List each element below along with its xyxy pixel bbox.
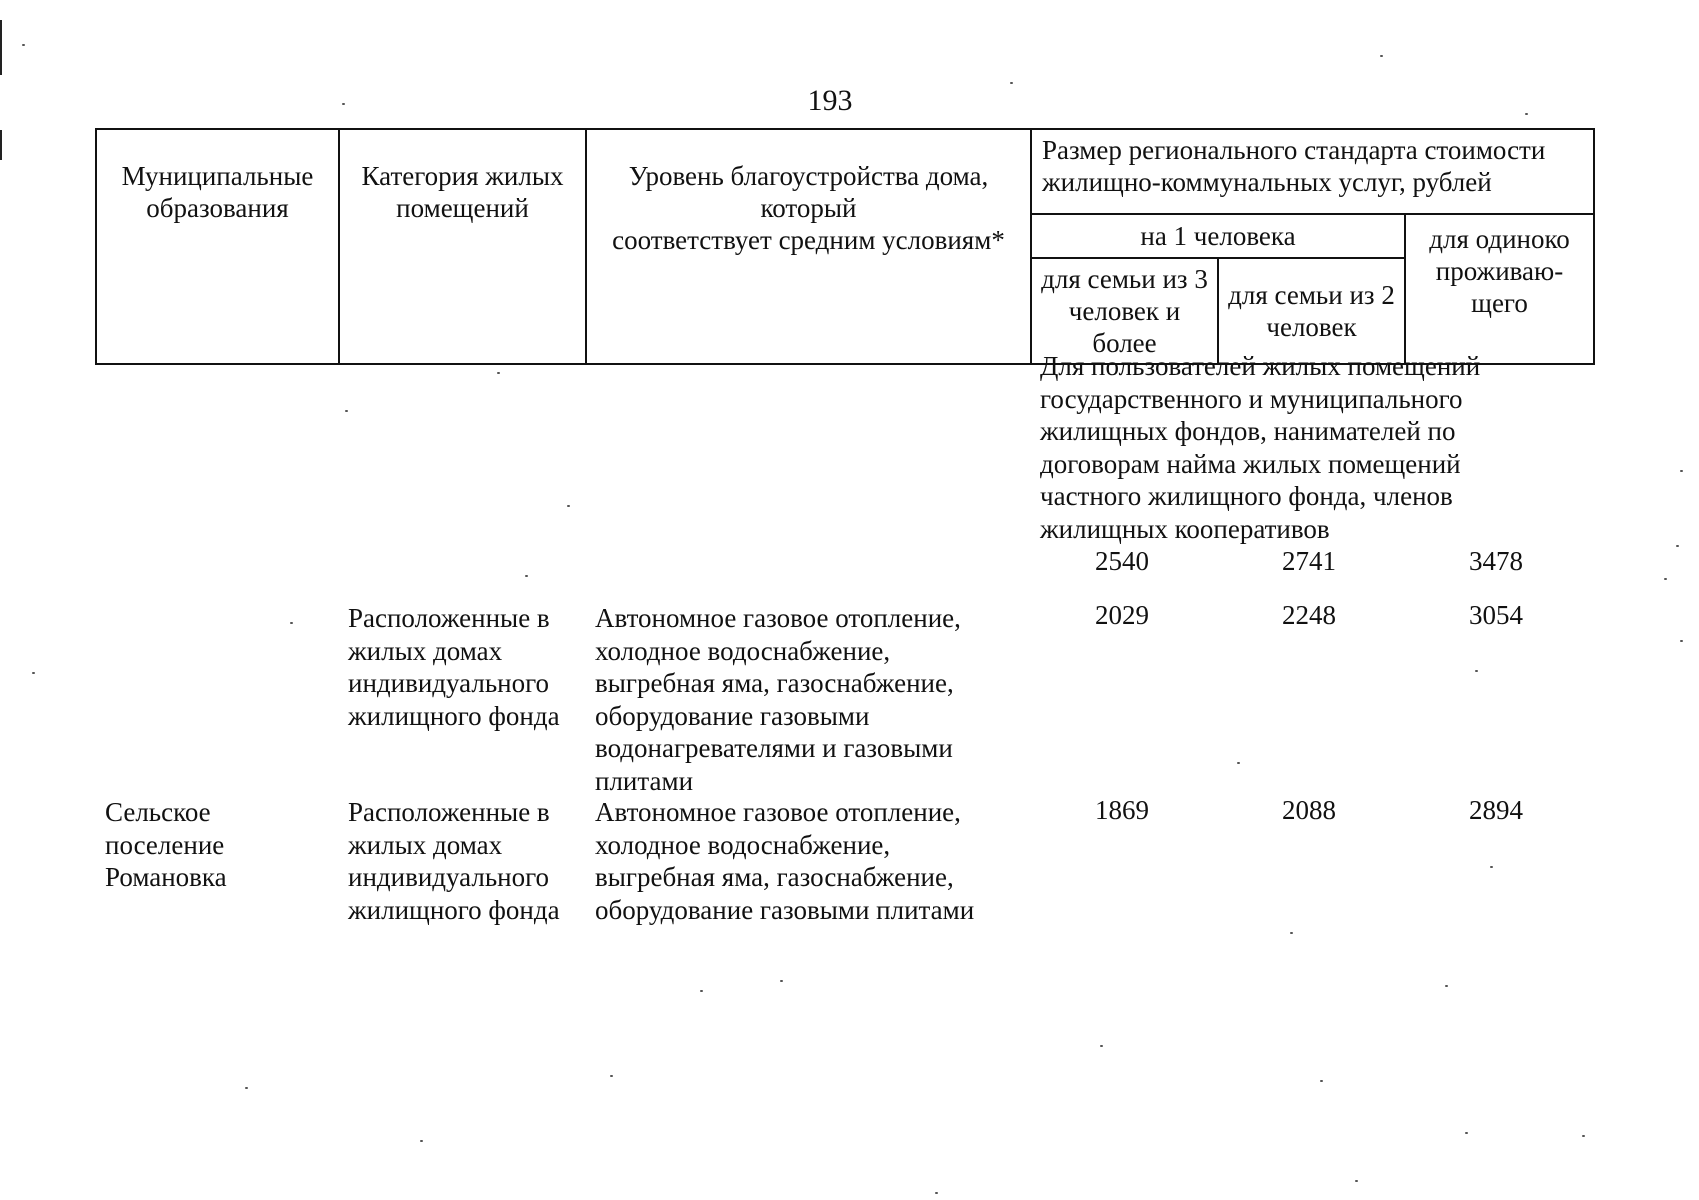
row3-level: Автономное газовое отопление, холодное водоснабжение, выгребная яма, газоснабжение, оборудование газовыми плитами [595, 797, 975, 925]
scan-speck [1676, 545, 1679, 547]
row3-municipal: Сельское поселение Романовка [105, 797, 227, 892]
scan-speck [1475, 670, 1478, 672]
row2-single-value: 3054 [1469, 600, 1523, 630]
scan-speck [935, 1192, 938, 1194]
scan-speck [1355, 1180, 1358, 1182]
page-number: 193 [807, 84, 853, 117]
row3-family3-value: 1869 [1095, 795, 1149, 825]
row1-family2-value: 2741 [1282, 546, 1336, 576]
row3-category: Расположенные в жилых домах индивидуального жилищного фонда [348, 797, 560, 925]
scan-speck [1664, 578, 1667, 580]
row3-single-value: 2894 [1469, 795, 1523, 825]
scan-speck [700, 990, 703, 992]
row1-family3-value: 2540 [1095, 546, 1149, 576]
header-family3: для семьи из 3 человек и более [1031, 258, 1218, 364]
scan-speck [1680, 470, 1683, 472]
scan-speck [290, 622, 293, 624]
header-level [586, 129, 1031, 364]
scan-speck [497, 372, 500, 374]
scan-speck [1582, 1135, 1585, 1137]
header-level-text: Уровень благоустройства дома, который соответствует средним условиям* [612, 161, 1005, 255]
header-table [95, 128, 1595, 365]
scan-speck [345, 410, 348, 412]
header-category: Категория жилых помещений [339, 129, 586, 364]
scan-speck [1525, 113, 1528, 115]
scan-speck [22, 44, 25, 46]
row2-family2-value: 2248 [1282, 600, 1336, 630]
scan-speck [780, 980, 783, 982]
row2-family3-value: 2029 [1095, 600, 1149, 630]
row2-level: Автономное газовое отопление, холодное водоснабжение, выгребная яма, газоснабжение, оборудование газовыми водонагревателями и газовыми плитами [595, 603, 961, 796]
scan-speck [1320, 1080, 1323, 1082]
header-standard: Размер регионального стандарта стоимости жилищно-коммунальных услуг, рублей [1031, 129, 1594, 214]
scan-speck [1445, 985, 1448, 987]
scan-speck [1490, 866, 1493, 868]
header-municipal: Муниципальные образования [96, 129, 339, 364]
scan-speck [1380, 55, 1383, 57]
scan-speck [342, 103, 345, 105]
scan-edge-mark [0, 130, 2, 160]
scan-speck [245, 1087, 248, 1089]
scan-speck [1290, 932, 1293, 934]
scan-edge-mark [0, 20, 2, 75]
row2-category: Расположенные в жилых домах индивидуального жилищного фонда [348, 603, 560, 731]
row3-family2-value: 2088 [1282, 795, 1336, 825]
scan-speck [420, 1140, 423, 1142]
scan-speck [525, 575, 528, 577]
header-per-person: на 1 человека [1031, 214, 1405, 258]
section-title: Для пользователей жилых помещений государственного и муниципального жилищных фондов, нанимателей по договорам найма жилых помещений частного жилищного фонда, членов жилищных кооперативов [1040, 351, 1481, 544]
row1-single-value: 3478 [1469, 546, 1523, 576]
header-single: для одиноко проживаю-щего [1405, 214, 1594, 364]
scan-speck [1680, 640, 1683, 642]
scan-speck [32, 672, 35, 674]
scan-speck [1010, 82, 1013, 84]
scan-speck [1237, 762, 1240, 764]
scan-speck [610, 1075, 613, 1077]
scan-speck [567, 505, 570, 507]
scan-speck [1465, 1132, 1468, 1134]
scan-speck [1100, 1045, 1103, 1047]
header-family2: для семьи из 2 человек [1218, 258, 1405, 364]
